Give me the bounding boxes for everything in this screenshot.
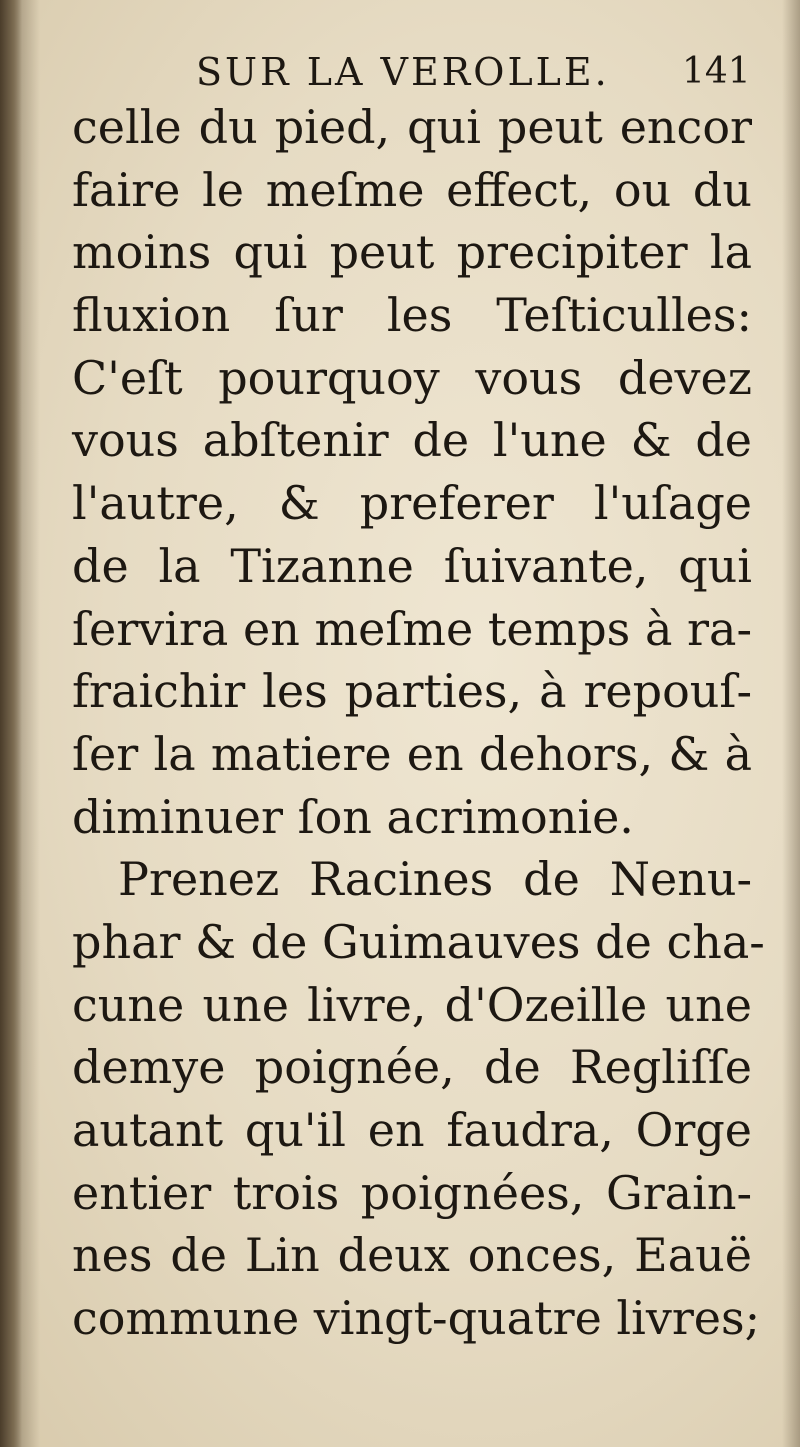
text-line: demye poignée, de Regliſſe [72,1040,752,1095]
text-line: phar & de Guimauves de cha- [72,914,765,969]
text-line: ſervira en meſme temps à ra- [72,601,752,656]
text-line: de la Tizanne ſuivante, qui [72,538,752,593]
text-line: diminuer ſon acrimonie. [72,789,634,844]
text-line: vous abſtenir de l'une & de [72,413,752,468]
page-spine-shadow [0,0,22,1447]
text-line: C'eſt pourquoy vous devez [72,350,752,405]
page-number: 141 [682,51,751,92]
text-line: cune une livre, d'Ozeille une [72,977,752,1032]
text-line: faire le meſme effect, ou du [72,162,752,217]
page-edge-shadow [782,0,800,1447]
text-line: fraichir les parties, à repouſ- [72,664,752,719]
text-line: nes de Lin deux onces, Eauë [72,1228,752,1283]
text-line: moins qui peut precipiter la [72,225,752,280]
running-head: SUR LA VEROLLE. [196,50,610,94]
page-header [0,42,800,102]
text-line: fluxion ſur les Teſticulles: [72,288,752,343]
text-line: celle du pied, qui peut encor [72,100,752,154]
body-text [72,96,765,1350]
text-line: autant qu'il en faudra, Orge [72,1103,752,1157]
text-line: entier trois poignées, Grain- [72,1165,752,1220]
text-line: l'autre, & preferer l'uſage [72,476,752,531]
text-line: Prenez Racines de Nenu- [118,852,752,907]
text-line: commune vingt-quatre livres; [72,1291,761,1346]
text-line: ſer la matiere en dehors, & à [72,726,752,781]
